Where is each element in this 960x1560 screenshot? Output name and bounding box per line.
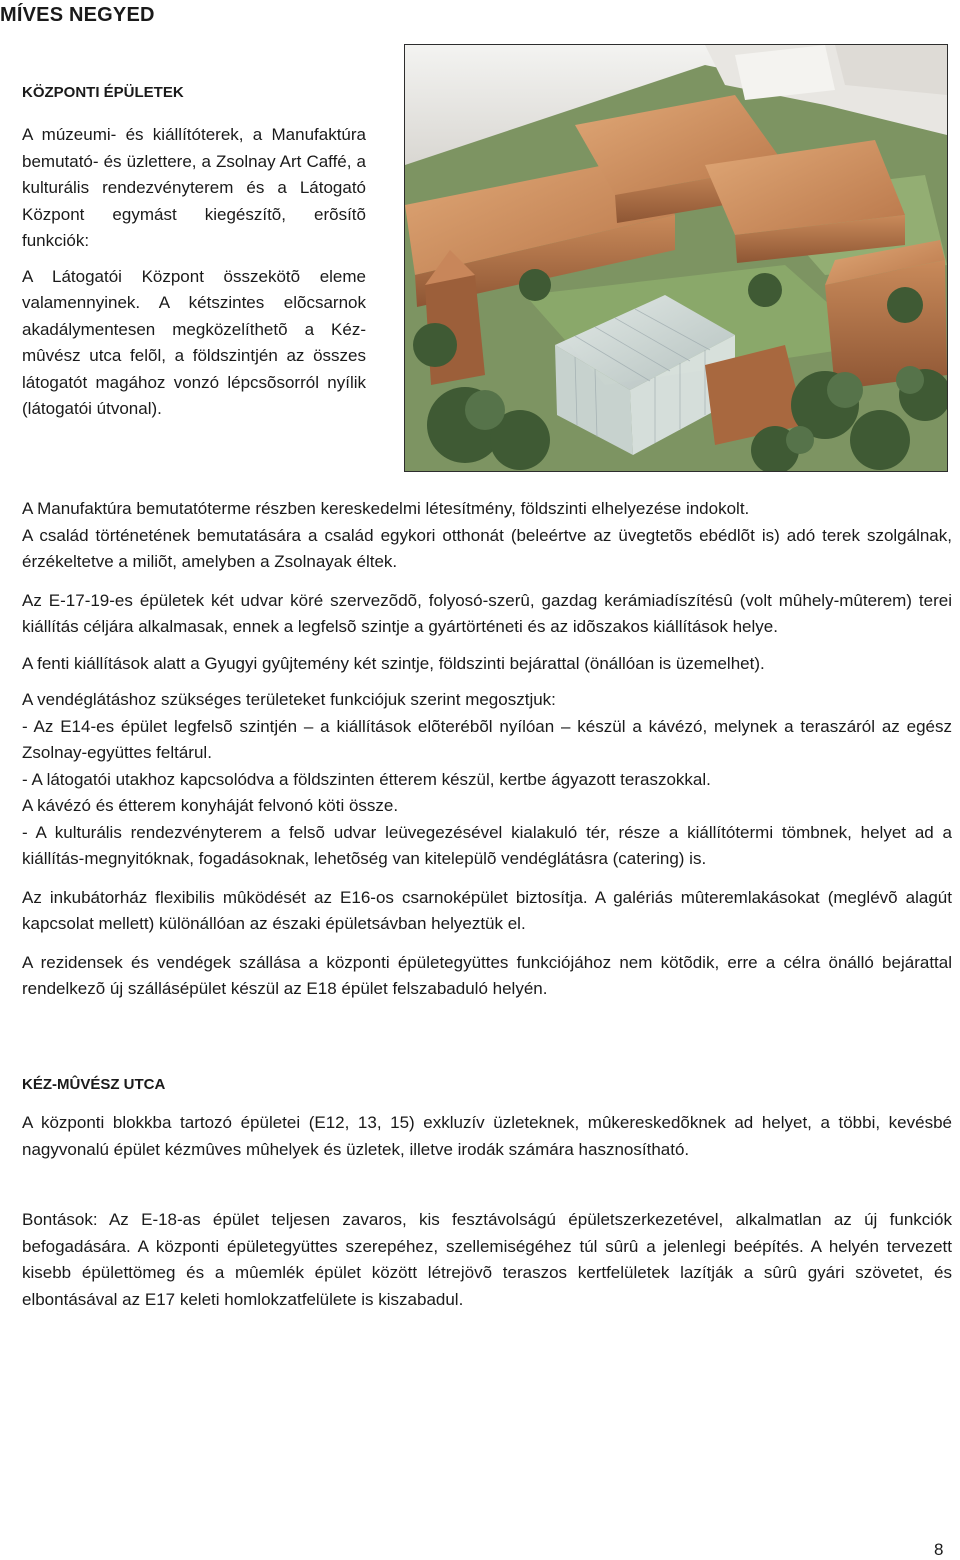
- section2-body: [22, 1110, 952, 1313]
- vendeglatas-line-5: - A kulturális rendezvényterem a felsõ udvar leüvegezésével kialakuló tér, része a kiállítótermi tömbnek, helyet ad a kiállítás-megnyitóknak, fogadásoknak, lehetõség van kitelepülõ vendéglátásra (catering) is.: [22, 822, 952, 868]
- intro-paragraph-2: A Látogatói Központ összekötõ eleme valamennyinek. A kétszintes elõcsarnok akadálymentesen megközelíthetõ a Kéz-mûvész utca felõl, a földszintjén az összes látogatót magához vonzó lépcsõsorról nyílik (látogatói útvonal).: [22, 266, 366, 418]
- page-number: 8: [934, 1540, 944, 1559]
- vendeglatas-line-2: - Az E14-es épület legfelsõ szintjén – a kiállítások elõterébõl nyílóan – készül a kávézó, melynek a teraszáról az egész Zsolnay-együttes feltárul.: [22, 716, 952, 762]
- section-heading-kez-muvesz: KÉZ-MÛVÉSZ UTCA: [22, 1076, 166, 1093]
- section1-body: [22, 496, 952, 1003]
- paragraph-kozponti-blokk: A központi blokkba tartozó épületei (E12, 13, 15) exkluzív üzleteknek, mûkereskedõknek ad helyet, a többi, kevésbé nagyvonalú épület kézmûves mûhelyek és üzletek, illetve irodák számára hasznosítható.: [22, 1113, 952, 1159]
- paragraph-gyugyi: A fenti kiállítások alatt a Gyugyi gyûjtemény két szintje, földszinti bejárattal (önállóan is üzemelhet).: [22, 653, 765, 673]
- section-heading-kozponti: KÖZPONTI ÉPÜLETEK: [22, 84, 184, 101]
- paragraph-manufaktura: A Manufaktúra bemutatóterme részben kereskedelmi létesítmény, földszinti elhelyezése indokolt.: [22, 499, 750, 518]
- paragraph-vendeglatas: [22, 687, 952, 873]
- architectural-model-image: [404, 44, 948, 472]
- vendeglatas-line-4: A kávézó és étterem konyháját felvonó köti össze.: [22, 796, 399, 815]
- vendeglatas-line-1: A vendéglátáshoz szükséges területeket funkciójuk szerint megosztjuk:: [22, 690, 556, 709]
- paragraph-e17-19: Az E-17-19-es épületek két udvar köré szervezõdõ, folyosó-szerû, gazdag kerámiadíszítésû (volt mûhely-mûterem) terei kiállítás céljára alkalmasak, ennek a legfelsõ szintje a gyártörténeti és az idõszakos kiállítások helye.: [22, 590, 952, 636]
- paragraph-bontasok: Bontások: Az E-18-as épület teljesen zavaros, kis fesztávolságú épületszerkezetével, alkalmatlan az új funkciók befogadására. A központi épületegyüttes szerepéhez, szellemiségéhez túl sûrû a jelenlegi beépítés. A helyén tervezett kisebb épülettömeg és a mûemlék épület között létrejövõ teraszos kertfelületek lazítják a sûrû gyári szövetet, és elbontásával az E17 keleti homlokzatfelülete is kiszabadul.: [22, 1210, 952, 1309]
- architectural-model-render-icon: [405, 45, 947, 471]
- intro-paragraph-1: A múzeumi- és kiállítóterek, a Manufaktúra bemutató- és üzlettere, a Zsolnay Art Caffé, a kulturális rendezvényterem és a Látogató Központ egymást kiegészítõ, erõsítõ funkciók:: [22, 125, 366, 250]
- page-header-title: MÍVES NEGYED: [0, 4, 155, 26]
- vendeglatas-line-3: - A látogatói utakhoz kapcsolódva a földszinten étterem készül, kertbe ágyazott teraszokkal.: [22, 769, 711, 789]
- intro-column: [22, 122, 366, 432]
- paragraph-csalad: A család történetének bemutatására a család egykori otthonát (beleértve az üvegtetõs ebédlõt is) adó terek szolgálnak, érzékeltetve a miliõt, amelyben a Zsolnayak éltek.: [22, 525, 952, 571]
- paragraph-rezidensek: A rezidensek és vendégek szállása a központi épületegyüttes funkciójához nem kötõdik, erre a célra önálló bejárattal rendelkezõ új szállásépület készül az E18 épület felszabaduló helyén.: [22, 952, 952, 998]
- paragraph-inkubatorhaz: Az inkubátorház flexibilis mûködését az E16-os csarnoképület biztosítja. A galériás mûteremlakásokat (meglévõ alagút kapcsolat mellett) különállóan az északi épületsávban helyeztük el.: [22, 887, 952, 933]
